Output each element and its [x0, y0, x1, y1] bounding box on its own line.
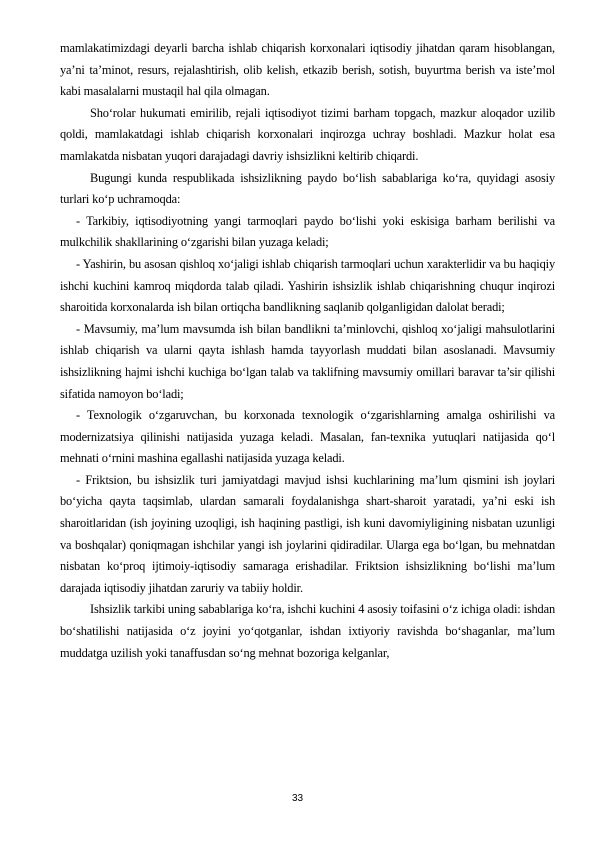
list-item-technological: - Texnologik o‘zgaruvchan, bu korxonada texnologik o‘zgarishlarning amalga oshirilishi va modernizatsiya qilinishi natijasida yuzaga keladi. Masalan, fan-texnika yutuqlari natijasida qo‘l mehnati o‘rnini mashina egallashi natijasida yuzaga keladi. — [60, 408, 555, 466]
page-number: 33 — [291, 793, 304, 804]
paragraph-continuation: mamlakatimizdagi deyarli barcha ishlab chiqarish korxonalari iqtisodiy jihatdan qaram hisoblangan, ya’ni ta’minot, resurs, rejalashtirish, olib kelish, etkazib berish, sotish, buyurtma berish va iste’mol kabi masalalarni mustaqil hal qila olmagan. — [60, 41, 555, 99]
paragraph-unemployment-types-intro: Bugungi kunda respublikada ishsizlikning paydo bo‘lish sabablariga ko‘ra, quyidagi asosiy turlari ko‘p uchramoqda: — [60, 170, 555, 207]
paragraph-soviet-collapse: Sho‘rolar hukumati emirilib, rejali iqtisodiyot tizimi barham topgach, mazkur aloqador uzilib qoldi, mamlakatdagi ishlab chiqarish korxonalari inqirozga uchray boshladi. Mazkur holat esa mamlakatda nisbatan yuqori darajadagi davriy ishsizlikni keltirib chiqardi. — [60, 105, 555, 163]
list-item-seasonal: - Mavsumiy, ma’lum mavsumda ish bilan bandlikni ta’minlovchi, qishloq xo‘jaligi mahsulotlarini ishlab chiqarish va ularni qayta ishlash hamda tayyorlash muddati bilan asoslanadi. Mavsumiy ishsizlikning hajmi ishchi kuchiga bo‘lgan talab va taklifning mavsumiy omillari baravar ta’sir qilishi sifatida namoyon bo‘ladi; — [60, 321, 555, 401]
list-item-frictional: - Friktsion, bu ishsizlik turi jamiyatdagi mavjud ishsi kuchlarining ma’lum qismini ish joylari bo‘yicha qayta taqsimlab, ulardan samarali foydalanishga shart-sharoit yaratadi, ya’ni eski ish sharoitlaridan (ish joyining uzoqligi, ish haqining pastligi, ish kuni davomiyligining nisbatan uzunligi va boshqalar) qoniqmagan ishchilar yangi ish joylarini qidiradilar. Ularga ega bo‘lgan, bu mehnatdan nisbatan ko‘proq ijtimoiy-iqtisodiy samaraga erishadilar. Friktsion ishsizlikning bo‘lishi ma’lum darajada iqtisodiy jihatdan zaruriy va tabiiy holdir. — [60, 472, 555, 595]
list-item-structural: - Tarkibiy, iqtisodiyotning yangi tarmoqlari paydo bo‘lishi yoki eskisiga barham berilishi va mulkchilik shakllarining o‘zgarishi bilan yuzaga keladi; — [60, 213, 555, 250]
body-text — [60, 38, 555, 664]
list-item-hidden: - Yashirin, bu asosan qishloq xo‘jaligi ishlab chiqarish tarmoqlari uchun xarakterlidir va bu haqiqiy ishchi kuchini kamroq miqdorda talab qiladi. Yashirin ishsizlik ishlab chiqarishning chuqur inqirozi sharoitida korxonalarda ish bilan ortiqcha bandlikning saqlanib qolganligidan dalolat beradi; — [60, 256, 555, 315]
paragraph-unemployment-structure: Ishsizlik tarkibi uning sabablariga ko‘ra, ishchi kuchini 4 asosiy toifasini o‘z ichiga oladi: ishdan bo‘shatilishi natijasida o‘z joyini yo‘qotganlar, ishdan ixtiyoriy ravishda bo‘shaganlar, ma’lum muddatga uzilish yoki tanaffusdan so‘ng mehnat bozoriga kelganlar, — [60, 602, 555, 660]
